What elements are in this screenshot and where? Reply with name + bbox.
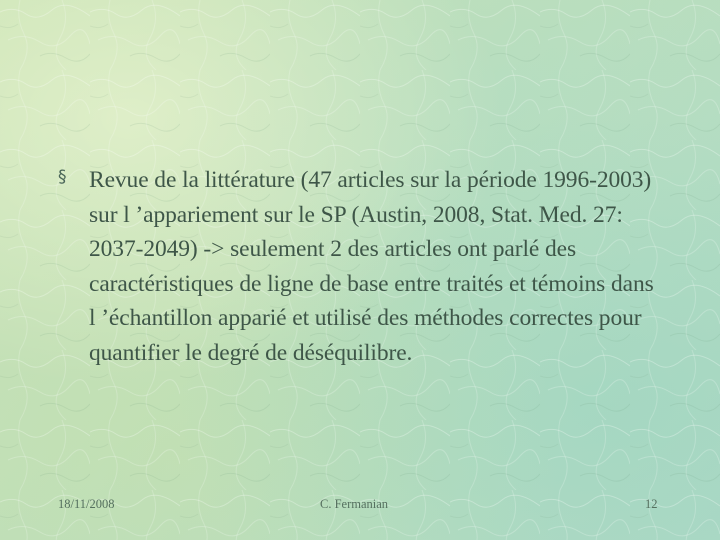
bullet-item	[58, 163, 658, 370]
bullet-symbol: §	[58, 167, 67, 187]
footer-author: C. Fermanian	[320, 497, 389, 511]
bullet-text: Revue de la littérature (47 articles sur la période 1996-2003) sur l ’appariement sur le SP (Austin, 2008, Stat. Med. 27: 2037-2049) -> seulement 2 des articles ont parlé des caractéristiques de ligne de base entre traités et témoins dans l ’échantillon apparié et utilisé des méthodes correctes pour quantifier le degré de déséquilibre.	[89, 167, 654, 366]
footer-date: 18/11/2008	[58, 497, 115, 511]
page-number: 12	[645, 497, 658, 511]
